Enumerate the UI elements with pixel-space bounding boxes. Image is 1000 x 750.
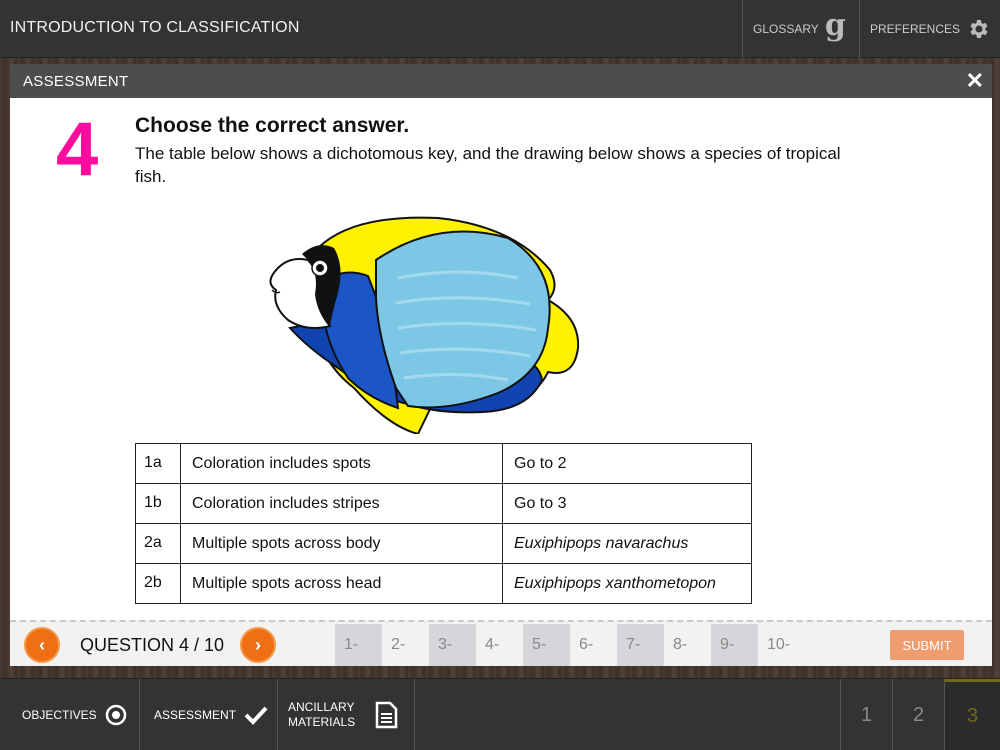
table-cell-result: Euxiphipops xanthometopon — [503, 564, 752, 604]
page-link[interactable]: 2- — [391, 636, 406, 653]
question-navigation-bar — [10, 620, 992, 666]
submit-button[interactable]: SUBMIT — [890, 630, 964, 660]
table-row — [136, 444, 752, 484]
modal-title: ASSESSMENT — [23, 73, 129, 90]
page-link[interactable]: 3- — [429, 624, 476, 666]
preferences-label: PREFERENCES — [870, 22, 961, 36]
table-row — [136, 564, 752, 604]
dichotomous-key-table — [135, 443, 752, 604]
next-question-button[interactable] — [240, 627, 276, 663]
section-tab-1[interactable]: 1 — [840, 679, 892, 750]
table-row — [136, 484, 752, 524]
question-counter: QUESTION 4 / 10 — [80, 635, 225, 655]
table-cell-description: Multiple spots across head — [181, 564, 503, 604]
question-number: 4 — [56, 107, 99, 192]
ancillary-label-line-2: MATERIALS — [288, 715, 356, 729]
table-row — [136, 524, 752, 564]
question-page-list — [335, 624, 805, 666]
modal-header — [10, 64, 992, 98]
assessment-modal — [10, 64, 992, 666]
table-cell-result: Go to 3 — [503, 484, 752, 524]
page-link[interactable]: 5- — [523, 624, 570, 666]
section-tab-2[interactable]: 2 — [892, 679, 944, 750]
question-text: The table below shows a dichotomous key, and the drawing below shows a species of tropical fish. — [135, 144, 841, 186]
table-cell-description: Multiple spots across body — [181, 524, 503, 564]
table-cell-description: Coloration includes stripes — [181, 484, 503, 524]
top-bar — [0, 0, 1000, 58]
table-cell-result: Go to 2 — [503, 444, 752, 484]
assessment-button[interactable] — [140, 679, 278, 750]
question-heading: Choose the correct answer. — [135, 114, 410, 137]
ancillary-materials-button[interactable] — [278, 679, 415, 750]
section-tab-3[interactable]: 3 — [944, 679, 1000, 750]
document-icon — [373, 701, 399, 729]
page-link[interactable]: 7- — [617, 624, 664, 666]
app-title: INTRODUCTION TO CLASSIFICATION — [10, 19, 300, 36]
objectives-label: OBJECTIVES — [22, 708, 97, 722]
table-cell-step: 1b — [136, 484, 181, 524]
assessment-label: ASSESSMENT — [154, 708, 237, 722]
table-cell-step: 1a — [136, 444, 181, 484]
objectives-button[interactable] — [0, 679, 140, 750]
page-link[interactable]: 9- — [711, 624, 758, 666]
gear-icon — [966, 16, 990, 42]
previous-question-button[interactable] — [24, 627, 60, 663]
glossary-label: GLOSSARY — [753, 22, 819, 36]
table-cell-step: 2b — [136, 564, 181, 604]
glossary-g-icon: g — [824, 8, 846, 43]
page-link[interactable]: 1- — [335, 624, 382, 666]
bottom-bar — [0, 678, 1000, 750]
preferences-button[interactable] — [859, 0, 1000, 58]
tropical-fish-illustration — [258, 208, 588, 434]
chevron-left-icon: ‹ — [39, 634, 45, 655]
chevron-right-icon: › — [255, 634, 261, 655]
ancillary-label-line-1: ANCILLARY — [288, 700, 355, 714]
close-icon[interactable]: ✕ — [965, 68, 984, 93]
table-cell-result: Euxiphipops navarachus — [503, 524, 752, 564]
checkmark-icon — [244, 705, 268, 725]
page-link[interactable]: 4- — [485, 636, 500, 653]
page-link[interactable]: 10- — [767, 636, 791, 653]
page-link[interactable]: 6- — [579, 636, 594, 653]
table-cell-description: Coloration includes spots — [181, 444, 503, 484]
page-link[interactable]: 8- — [673, 636, 688, 653]
table-cell-step: 2a — [136, 524, 181, 564]
glossary-button[interactable] — [742, 0, 859, 58]
ancillary-label — [288, 700, 355, 730]
target-icon — [105, 704, 127, 726]
